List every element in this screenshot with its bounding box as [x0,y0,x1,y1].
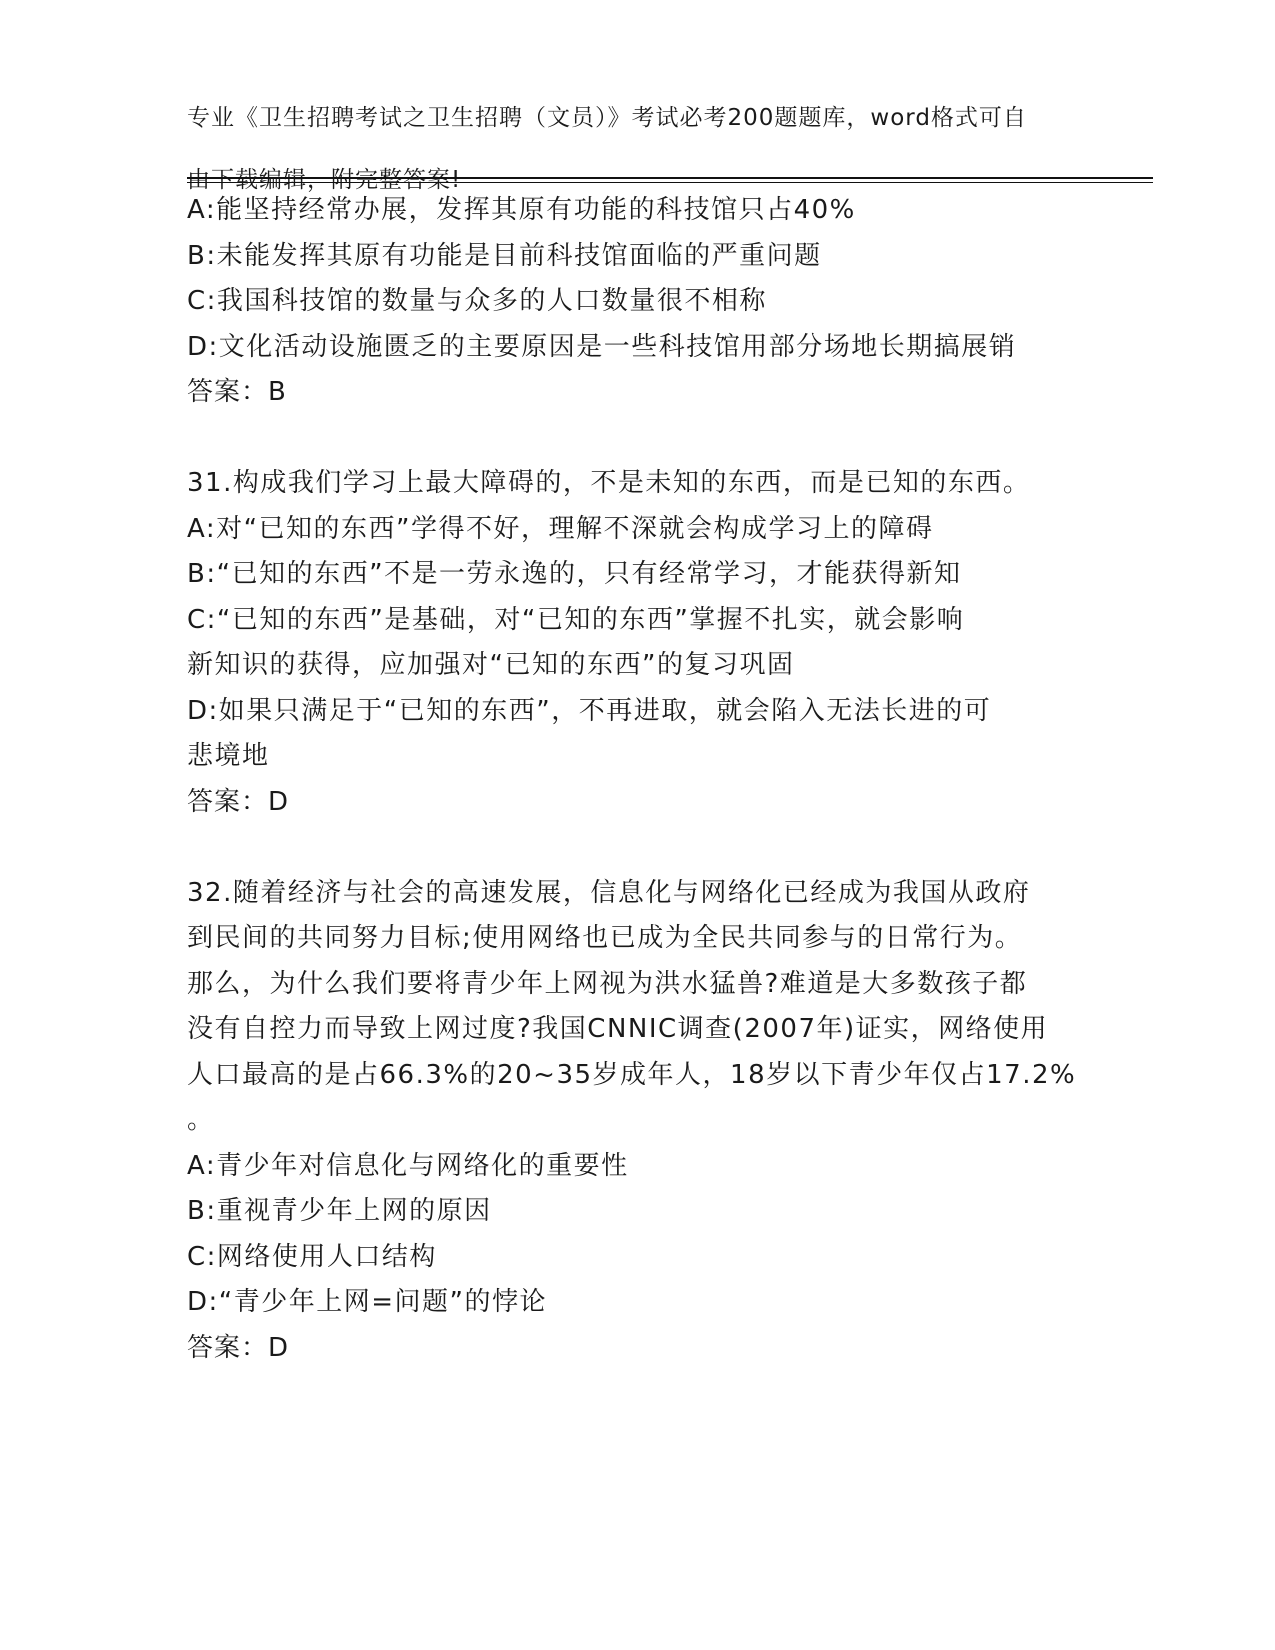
q31-option-a: A:对“已知的东西”学得不好，理解不深就会构成学习上的障碍 [187,513,934,544]
q31-option-b: B:“已知的东西”不是一劳永逸的，只有经常学习，才能获得新知 [187,559,962,589]
q32-stem-line-6: 。 [187,1105,215,1135]
q31-stem: 31.构成我们学习上最大障碍的，不是未知的东西，而是已知的东西。 [187,468,1031,498]
q32-stem-line-4: 没有自控力而导致上网过度?我国CNNIC调查(2007年)证实，网络使用 [187,1014,1049,1044]
header-rule-thin [187,182,1153,183]
q32-option-a: A:青少年对信息化与网络化的重要性 [187,1150,629,1181]
q31-option-d-line-1: D:如果只满足于“已知的东西”，不再进取，就会陷入无法长进的可 [187,695,992,726]
q32-option-d: D:“青少年上网=问题”的悖论 [187,1287,548,1317]
question-32 [187,871,1087,1372]
question-30 [187,188,1087,416]
q31-answer: 答案：D [187,786,290,817]
q32-option-c: C:网络使用人口结构 [187,1241,437,1272]
q32-option-b: B:重视青少年上网的原因 [187,1196,492,1226]
q31-option-c-line-1: C:“已知的东西”是基础，对“已知的东西”掌握不扎实，就会影响 [187,604,965,635]
q30-option-b: B:未能发挥其原有功能是目前科技馆面临的严重问题 [187,240,822,271]
spacer [187,416,1087,462]
q32-stem-line-5: 人口最高的是占66.3%的20~35岁成年人，18岁以下青少年仅占17.2% [187,1059,1077,1090]
q31-option-c-line-2: 新知识的获得，应加强对“已知的东西”的复习巩固 [187,650,795,680]
q32-answer: 答案：D [187,1332,290,1363]
q30-answer: 答案：B [187,377,287,407]
q30-option-c: C:我国科技馆的数量与众多的人口数量很不相称 [187,286,767,316]
q30-option-d: D:文化活动设施匮乏的主要原因是一些科技馆用部分场地长期搞展销 [187,331,1017,362]
q32-stem-line-2: 到民间的共同努力目标;使用网络也已成为全民共同参与的日常行为。 [187,923,1023,953]
question-content [187,188,1087,1371]
q32-stem-line-3: 那么，为什么我们要将青少年上网视为洪水猛兽?难道是大多数孩子都 [187,968,1028,999]
q32-stem-line-1: 32.随着经济与社会的高速发展，信息化与网络化已经成为我国从政府 [187,877,1031,908]
header-line-1: 专业《卫生招聘考试之卫生招聘（文员）》考试必考200题题库，word格式可自 [187,105,1027,131]
spacer [187,825,1087,871]
header-line-2: 由下载编辑，附完整答案! [187,167,462,193]
question-31 [187,461,1087,825]
header-rule-thick [187,177,1153,179]
q31-option-d-line-2: 悲境地 [187,741,270,771]
q30-option-a: A:能坚持经常办展，发挥其原有功能的科技馆只占40% [187,195,856,225]
